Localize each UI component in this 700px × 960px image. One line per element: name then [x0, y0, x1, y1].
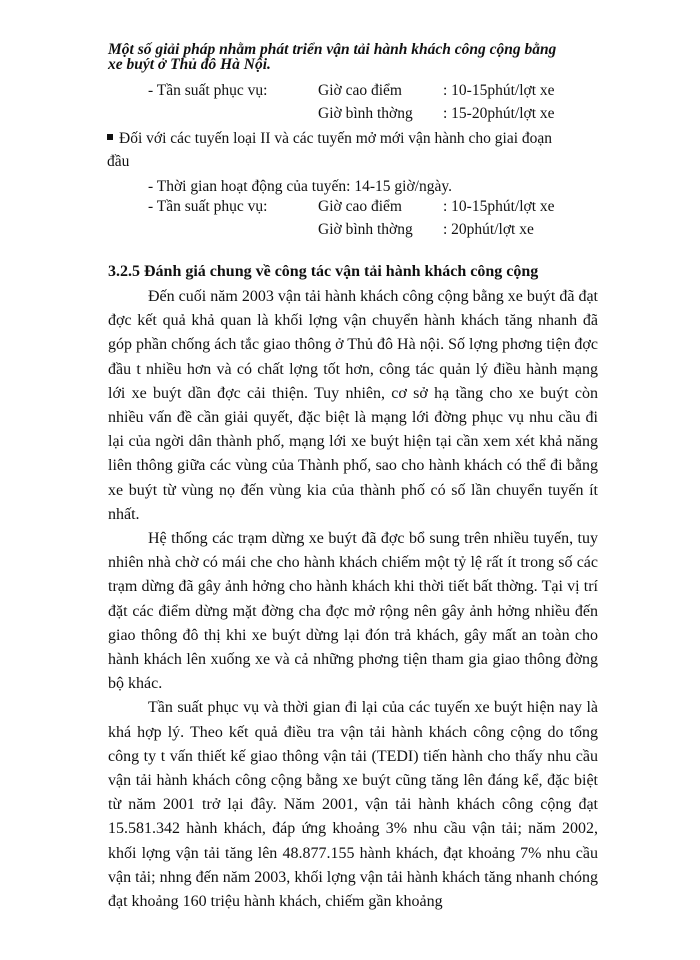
peak-hours-label-1: Giờ cao điểm — [318, 82, 402, 99]
bullet-line-1: Đối với các tuyến loại II và các tuyến mở mới vận hành cho giai đoạn — [119, 130, 553, 147]
bullet-item — [107, 130, 552, 148]
normal-hours-label-2: Giờ bình thờng — [318, 221, 413, 238]
bullet-line-2: đầu — [107, 153, 130, 170]
peak-hours-value-2: : 10-15phút/lợt xe — [443, 198, 555, 215]
section-body — [108, 285, 598, 914]
normal-hours-value-1: : 15-20phút/lợt xe — [443, 105, 555, 122]
paragraph-3: Tần suất phục vụ và thời gian đi lại của các tuyến xe buýt hiện nay là khá hợp lý. Theo kết quả điều tra vận tải hành khách công cộng do tổng công ty t vấn thiết kế giao thông vận tải (TEDI) tiến hành cho thấy nhu cầu vận tải hành khách công cộng bằng xe buýt cũng tăng lên đáng kể, đặc biệt từ năm 2001 trở lại đây. Năm 2001, vận tải hành khách công cộng đạt 15.581.342 hành khách, đáp ứng khoảng 3% nhu cầu vận tải; năm 2002, khối lợng vận tải tăng lên 48.877.155 hành khách, đạt khoảng 7% nhu cầu vận tải; nhng đến năm 2003, khối lợng vận tải hành khách tăng nhanh chóng đạt khoảng 160 triệu hành khách, chiếm gần khoảng — [108, 699, 598, 911]
normal-hours-value-2: : 20phút/lợt xe — [443, 221, 534, 238]
paragraph-1: Đến cuối năm 2003 vận tải hành khách công cộng bằng xe buýt đã đạt đợc kết quả khả quan là khối lợng vận chuyển hành khách tăng nhanh đã góp phần chống ách tắc giao thông ở Thủ đô Hà nội. Số lợng phơng tiện đợc đầu t nhiều hơn và có chất lợng tốt hơn, công tác quản lý điều hành mạng lới xe buýt dần đợc cải thiện. Tuy nhiên, cơ sở hạ tầng cho xe buýt còn nhiều vấn đề cần giải quyết, đặc biệt là mạng lới đờng phục vụ nhu cầu đi lại của ngời dân thành phố, mạng lới xe buýt hiện tại cần xem xét khả năng liên thông giữa các vùng của Thành phố, sao cho hành khách có thể đi bằng xe buýt từ vùng nọ đến vùng kia của thành phố có số lần chuyển tuyến ít nhất. — [108, 288, 598, 523]
running-header — [108, 42, 588, 72]
frequency-label-2: - Tần suất phục vụ: — [148, 198, 268, 215]
normal-hours-label-1: Giờ bình thờng — [318, 105, 413, 122]
peak-hours-label-2: Giờ cao điểm — [318, 198, 402, 215]
frequency-label-1: - Tần suất phục vụ: — [148, 82, 268, 99]
header-line-1: Một số giải pháp nhằm phát triển vận tải hành khách công cộng bằng — [108, 41, 557, 58]
section-heading: 3.2.5 Đánh giá chung về công tác vận tải hành khách công cộng — [108, 263, 539, 280]
paragraph-2: Hệ thống các trạm dừng xe buýt đã đợc bổ sung trên nhiều tuyến, tuy nhiên nhà chờ có mái che cho hành khách chiếm một tỷ lệ rất ít trong số các trạm dừng đã gây ảnh hởng cho hành khách khi thời tiết bất thờng. Tại vị trí đặt các điểm dừng mặt đờng cha đợc mở rộng nên gây ảnh hởng nhiều đến giao thông đô thị khi xe buýt dừng lại đón trả khách, gây mất an toàn cho hành khách lên xuống xe và cả những phơng tiện tham gia giao thông đờng bộ khác. — [108, 530, 598, 693]
square-bullet-icon — [107, 134, 113, 140]
peak-hours-value-1: : 10-15phút/lợt xe — [443, 82, 555, 99]
header-line-2: xe buýt ở Thủ đô Hà Nội. — [108, 56, 271, 73]
operating-time-line: - Thời gian hoạt động của tuyến: 14-15 giờ/ngày. — [148, 178, 452, 195]
